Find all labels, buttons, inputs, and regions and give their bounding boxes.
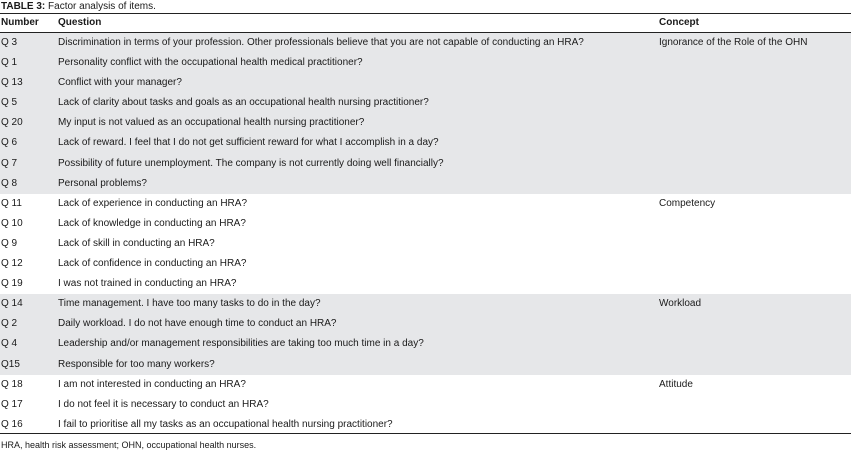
table-footnote: HRA, health risk assessment; OHN, occupational health nurses. — [1, 440, 257, 450]
table-row — [0, 174, 851, 194]
cell-concept: Ignorance of the Role of the OHN — [659, 37, 808, 48]
cell-concept: Workload — [659, 298, 702, 310]
cell-number: Q 19 — [1, 278, 23, 290]
table-row — [0, 254, 851, 274]
table-row — [0, 154, 851, 174]
cell-number: Q 8 — [1, 177, 18, 189]
table-row — [0, 355, 851, 375]
header-number: Number — [1, 17, 39, 28]
cell-number: Q 3 — [1, 37, 18, 48]
cell-number: Q 4 — [1, 338, 18, 350]
cell-question: Conflict with your manager? — [58, 77, 182, 89]
cell-number: Q15 — [1, 358, 20, 370]
cell-number: Q 11 — [1, 197, 22, 209]
table-row — [0, 334, 851, 354]
cell-question: Responsible for too many workers? — [58, 358, 215, 370]
cell-number: Q 7 — [1, 157, 18, 169]
table-row — [0, 214, 851, 234]
cell-question: Lack of skill in conducting an HRA? — [58, 237, 215, 249]
cell-question: Time management. I have too many tasks to do in the day? — [58, 298, 321, 310]
table-body — [0, 33, 851, 435]
table-row — [0, 194, 851, 214]
cell-question: Personal problems? — [58, 177, 147, 189]
table-row — [0, 415, 851, 435]
cell-number: Q 18 — [1, 378, 23, 390]
cell-number: Q 17 — [1, 398, 23, 410]
table-caption-label: TABLE 3: — [1, 1, 46, 12]
cell-number: Q 1 — [1, 57, 18, 69]
table-row — [0, 73, 851, 93]
cell-question: I fail to prioritise all my tasks as an occupational health nursing practitioner? — [58, 418, 393, 430]
cell-number: Q 2 — [1, 318, 18, 330]
cell-number: Q 14 — [1, 298, 23, 310]
cell-question: Personality conflict with the occupational health medical practitioner? — [58, 57, 363, 69]
cell-question: I was not trained in conducting an HRA? — [58, 278, 237, 290]
table-row — [0, 53, 851, 73]
cell-number: Q 20 — [1, 117, 23, 129]
cell-concept: Attitude — [659, 378, 693, 390]
cell-question: I am not interested in conducting an HRA? — [58, 378, 246, 390]
table-row — [0, 274, 851, 294]
table-row — [0, 375, 851, 395]
header-question: Question — [58, 17, 102, 28]
table-bottom-rule — [0, 433, 851, 434]
cell-number: Q 12 — [1, 258, 23, 270]
cell-number: Q 10 — [1, 217, 23, 229]
cell-question: Discrimination in terms of your profession. Other professionals believe that you are not capable of conducting an HRA? — [58, 37, 584, 48]
cell-question: My input is not valued as an occupational health nursing practitioner? — [58, 117, 365, 129]
cell-number: Q 16 — [1, 418, 23, 430]
cell-question: Lack of knowledge in conducting an HRA? — [58, 217, 246, 229]
table-row — [0, 395, 851, 415]
cell-question: Lack of confidence in conducting an HRA? — [58, 258, 247, 270]
table-row — [0, 33, 851, 53]
table-row — [0, 234, 851, 254]
table-header-row — [0, 14, 851, 32]
cell-question: Possibility of future unemployment. The company is not currently doing well financially? — [58, 157, 444, 169]
cell-number: Q 13 — [1, 77, 23, 89]
table-row — [0, 294, 851, 314]
cell-question: Leadership and/or management responsibilities are taking too much time in a day? — [58, 338, 424, 350]
table-row — [0, 133, 851, 153]
cell-number: Q 9 — [1, 237, 18, 249]
cell-concept: Competency — [659, 197, 716, 209]
cell-question: Lack of clarity about tasks and goals as an occupational health nursing practitioner? — [58, 97, 429, 109]
cell-question: I do not feel it is necessary to conduct an HRA? — [58, 398, 269, 410]
cell-number: Q 6 — [1, 137, 18, 149]
table-caption — [1, 0, 156, 13]
cell-question: Lack of reward. I feel that I do not get sufficient reward for what I accomplish in a day? — [58, 137, 439, 149]
cell-question: Daily workload. I do not have enough time to conduct an HRA? — [58, 318, 337, 330]
table-row — [0, 314, 851, 334]
cell-number: Q 5 — [1, 97, 18, 109]
table-row — [0, 113, 851, 133]
table-caption-text: Factor analysis of items. — [48, 1, 156, 12]
header-concept: Concept — [659, 17, 699, 28]
table-row — [0, 93, 851, 113]
cell-question: Lack of experience in conducting an HRA? — [58, 197, 248, 209]
